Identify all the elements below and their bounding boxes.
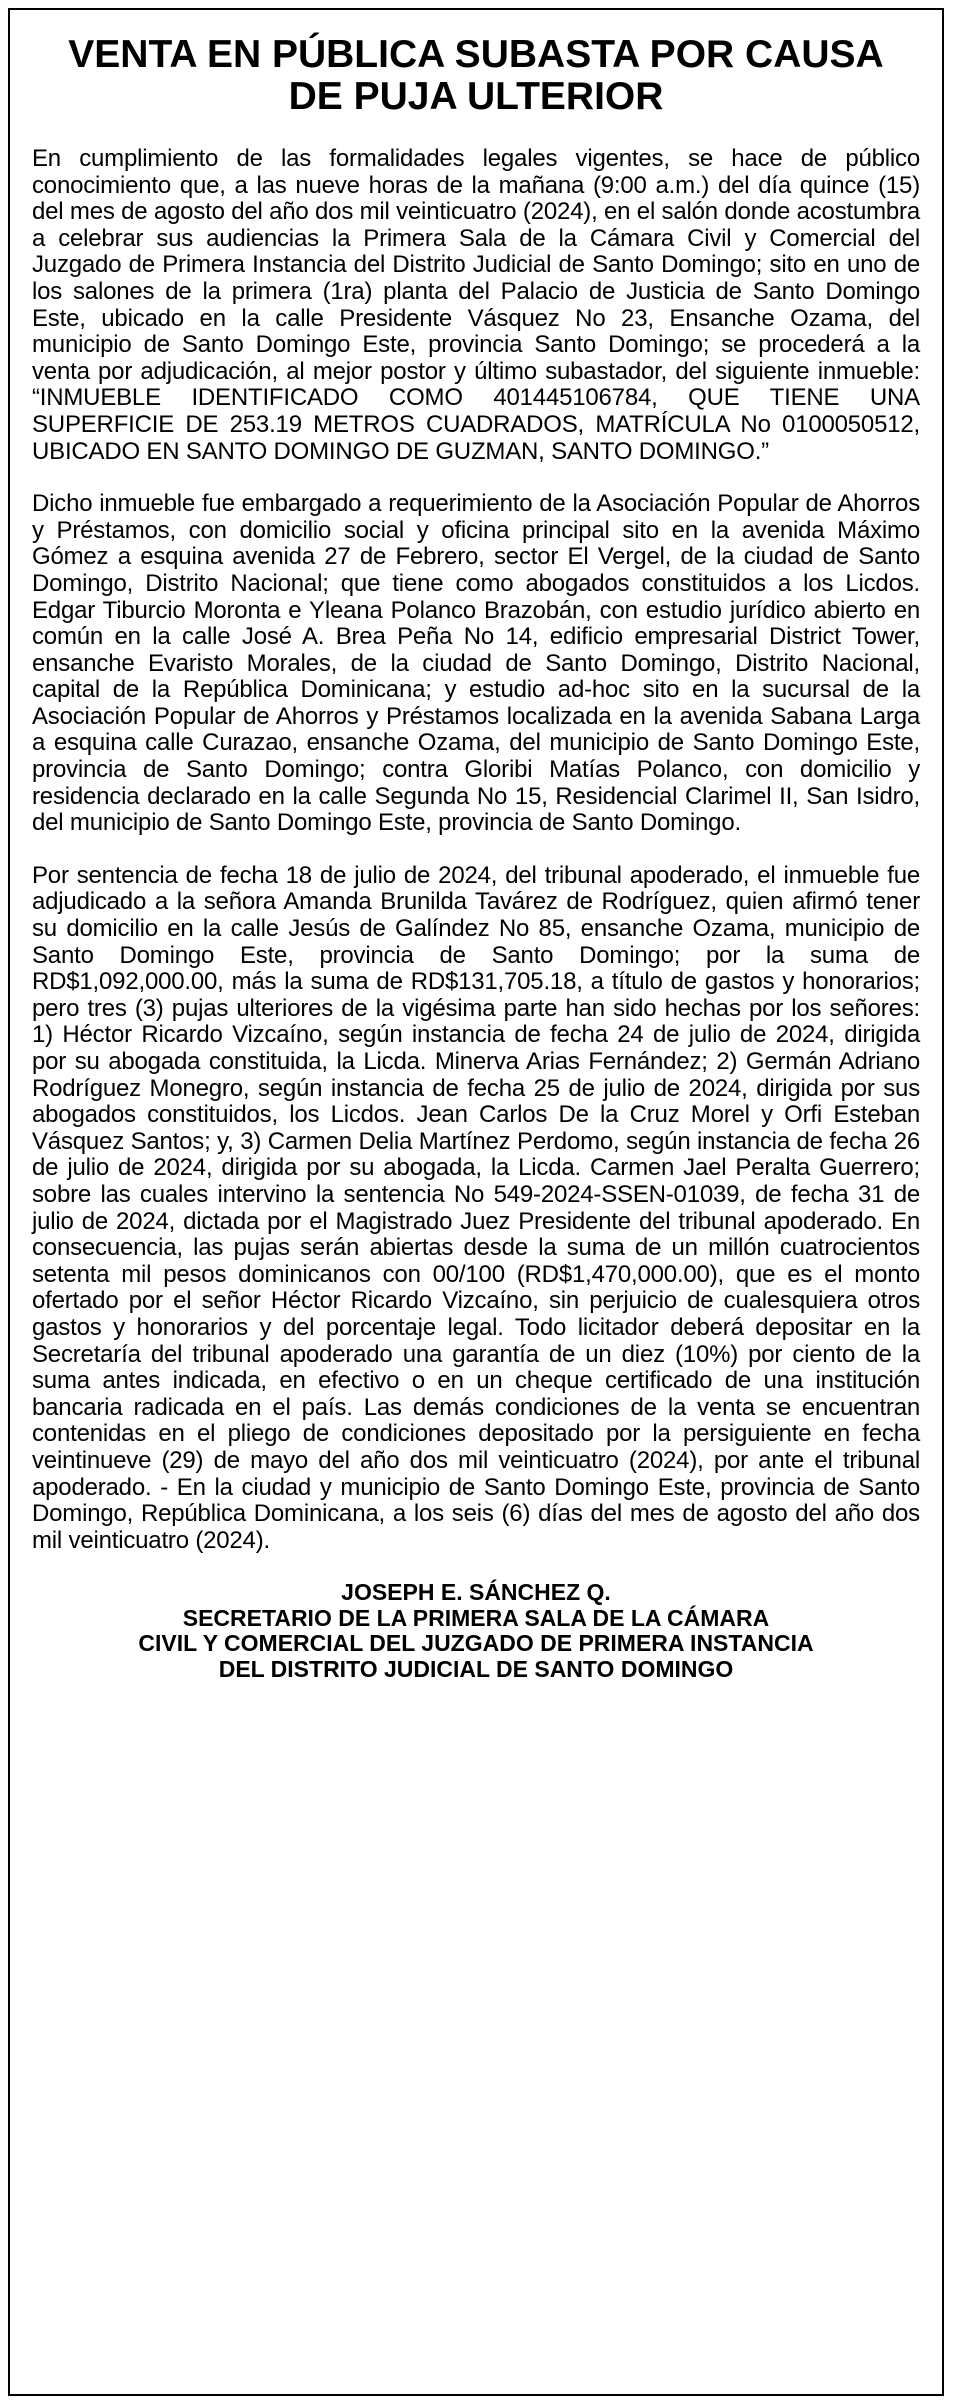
title-line-2: DE PUJA ULTERIOR <box>288 75 664 118</box>
signature-block <box>32 1580 920 1682</box>
paragraph-seizure-details: Dicho inmueble fue embargado a requerimiento de la Asociación Popular de Ahorros y Préstamos, con domicilio social y oficina principal sito en la avenida Máximo Gómez a esquina avenida 27 de Febrero, sector El Vergel, de la ciudad de Santo Domingo, Distrito Nacional; que tiene como abogados constituidos a los Licdos. Edgar Tiburcio Moronta e Yleana Polanco Brazobán, con estudio jurídico abierto en común en la calle José A. Brea Peña No 14, edificio empresarial District Tower, ensanche Evaristo Morales, de la ciudad de Santo Domingo, Distrito Nacional, capital de la República Dominicana; y estudio ad-hoc sito en la sucursal de la Asociación Popular de Ahorros y Préstamos localizada en la avenida Sabana Larga a esquina calle Curazao, ensanche Ozama, del municipio de Santo Domingo Este, provincia de Santo Domingo; contra Gloribi Matías Polanco, con domicilio y residencia declarado en la calle Segunda No 15, Residencial Clarimel II, San Isidro, del municipio de Santo Domingo Este, provincia de Santo Domingo. <box>32 490 920 837</box>
paragraph-adjudication-and-bids: Por sentencia de fecha 18 de julio de 2024, del tribunal apoderado, el inmueble fue adjudicado a la señora Amanda Brunilda Tavárez de Rodríguez, quien afirmó tener su domicilio en la calle Jesús de Galíndez No 85, ensanche Ozama, municipio de Santo Domingo Este, provincia de Santo Domingo; por la suma de RD$1,092,000.00, más la suma de RD$131,705.18, a título de gastos y honorarios; pero tres (3) pujas ulteriores de la vigésima parte han sido hechas por los señores: 1) Héctor Ricardo Vizcaíno, según instancia de fecha 24 de julio de 2024, dirigida por su abogada constituida, la Licda. Minerva Arias Fernández; 2) Germán Adriano Rodríguez Monegro, según instancia de fecha 25 de julio de 2024, dirigida por sus abogados constituidos, los Licdos. Jean Carlos De la Cruz Morel y Orfi Esteban Vásquez Santos; y, 3) Carmen Delia Martínez Perdomo, según instancia de fecha 26 de julio de 2024, dirigida por su abogada, la Licda. Carmen Jael Peralta Guerrero; sobre las cuales intervino la sentencia No 549-2024-SSEN-01039, de fecha 31 de julio de 2024, dictada por el Magistrado Juez Presidente del tribunal apoderado. En consecuencia, las pujas serán abiertas desde la suma de un millón cuatrocientos setenta mil pesos dominicanos con 00/100 (RD$1,470,000.00), que es el monto ofertado por el señor Héctor Ricardo Vizcaíno, sin perjuicio de cualesquiera otros gastos y honorarios y del porcentaje legal. Todo licitador deberá depositar en la Secretaría del tribunal apoderado una garantía de un diez (10%) por ciento de la suma antes indicada, en efectivo o en un cheque certificado de una institución bancaria radicada en el país. Las demás condiciones de la venta se encuentran contenidas en el pliego de condiciones depositado por la persiguiente en fecha veintinueve (29) de mayo del año dos mil veinticuatro (2024), por ante el tribunal apoderado. - En la ciudad y municipio de Santo Domingo Este, provincia de Santo Domingo, República Dominicana, a los seis (6) días del mes de agosto del año dos mil veinticuatro (2024). <box>32 861 920 1554</box>
signature-title-line-3: DEL DISTRITO JUDICIAL DE SANTO DOMINGO <box>218 1655 734 1682</box>
notice-frame <box>8 8 944 2396</box>
title-line-1: VENTA EN PÚBLICA SUBASTA POR CAUSA <box>68 33 884 76</box>
signature-name: JOSEPH E. SÁNCHEZ Q. <box>341 1579 611 1606</box>
signature-title-line-1: SECRETARIO DE LA PRIMERA SALA DE LA CÁMARA <box>182 1604 770 1631</box>
signature-title-line-2: CIVIL Y COMERCIAL DEL JUZGADO DE PRIMERA INSTANCIA <box>138 1630 814 1657</box>
paragraph-auction-announcement: En cumplimiento de las formalidades legales vigentes, se hace de público conocimiento que, a las nueve horas de la mañana (9:00 a.m.) del día quince (15) del mes de agosto del año dos mil veinticuatro (2024), en el salón donde acostumbra a celebrar sus audiencias la Primera Sala de la Cámara Civil y Comercial del Juzgado de Primera Instancia del Distrito Judicial de Santo Domingo; sito en uno de los salones de la primera (1ra) planta del Palacio de Justicia de Santo Domingo Este, ubicado en la calle Presidente Vásquez No 23, Ensanche Ozama, del municipio de Santo Domingo Este, provincia Santo Domingo; se procederá a la venta por adjudicación, al mejor postor y último subastador, del siguiente inmueble: “INMUEBLE IDENTIFICADO COMO 401445106784, QUE TIENE UNA SUPERFICIE DE 253.19 METROS CUADRADOS, MATRÍCULA No 0100050512, UBICADO EN SANTO DOMINGO DE GUZMAN, SANTO DOMINGO.” <box>32 145 920 465</box>
notice-title <box>32 34 920 118</box>
